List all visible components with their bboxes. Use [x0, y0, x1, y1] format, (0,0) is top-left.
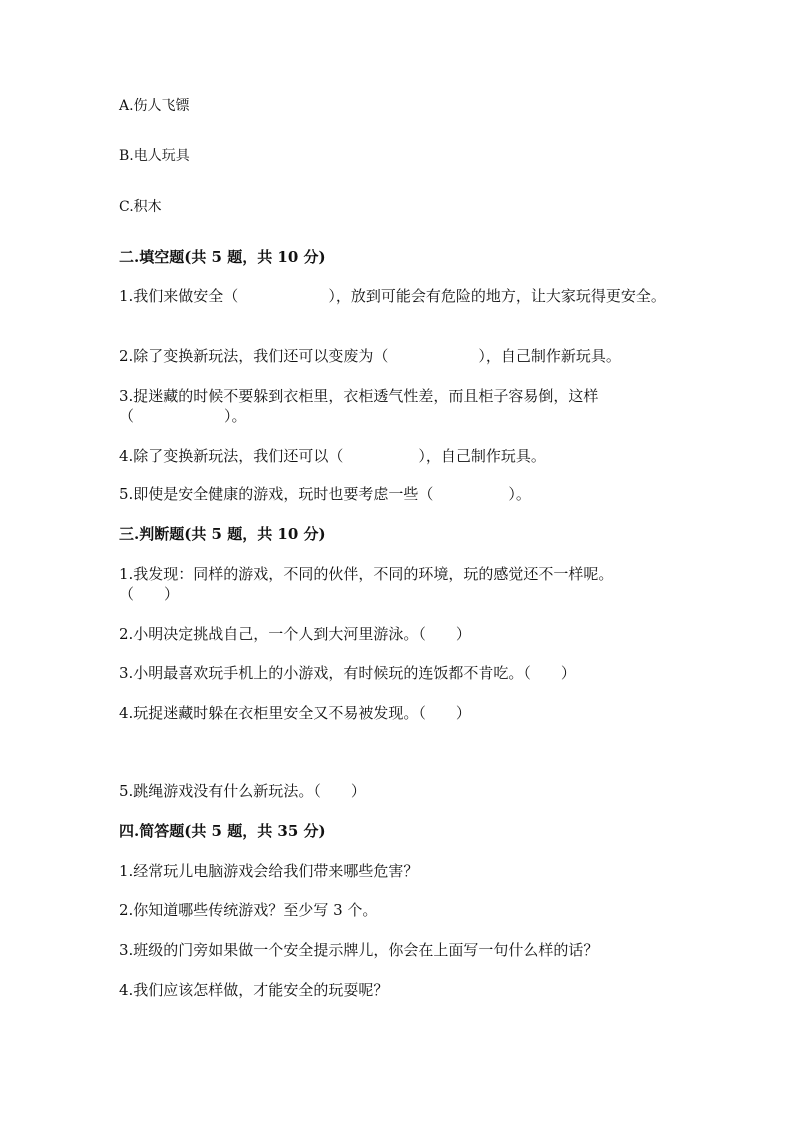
judge-question-1: 1.我发现：同样的游戏，不同的伙伴，不同的环境，玩的感觉还不一样呢。 [119, 565, 614, 583]
judge-question-2: 2.小明决定挑战自己，一个人到大河里游泳。（ ） [119, 625, 471, 643]
option-c: C.积木 [119, 199, 162, 215]
judge-question-4: 4.玩捉迷藏时躲在衣柜里安全又不易被发现。（ ） [119, 704, 471, 722]
judge-question-5: 5.跳绳游戏没有什么新玩法。（ ） [119, 782, 366, 800]
judge-question-3: 3.小明最喜欢玩手机上的小游戏，有时候玩的连饭都不肯吃。（ ） [119, 664, 576, 682]
option-a: A.伤人飞镖 [119, 98, 190, 114]
section-4-title: 四.简答题(共 5 题，共 35 分) [119, 822, 326, 840]
fill-question-5: 5.即使是安全健康的游戏，玩时也要考虑一些（ ）。 [119, 485, 531, 503]
judge-question-1-blank: （ ） [119, 585, 180, 603]
section-3-title: 三.判断题(共 5 题，共 10 分) [119, 525, 326, 543]
short-question-2: 2.你知道哪些传统游戏？至少写 3 个。 [119, 901, 378, 919]
fill-question-4: 4.除了变换新玩法，我们还可以（ ），自己制作玩具。 [119, 447, 546, 465]
fill-question-3: 3.捉迷藏的时候不要躲到衣柜里，衣柜透气性差，而且柜子容易倒，这样 [119, 387, 599, 405]
fill-question-2: 2.除了变换新玩法，我们还可以变废为（ ），自己制作新玩具。 [119, 347, 621, 365]
short-question-1: 1.经常玩儿电脑游戏会给我们带来哪些危害？ [119, 862, 419, 880]
option-b: B.电人玩具 [119, 148, 190, 164]
section-2-title: 二.填空题(共 5 题，共 10 分) [119, 248, 326, 266]
short-question-3: 3.班级的门旁如果做一个安全提示牌儿，你会在上面写一句什么样的话？ [119, 941, 599, 959]
fill-question-3-blank: （ ）。 [119, 407, 247, 425]
short-question-4: 4.我们应该怎样做，才能安全的玩耍呢？ [119, 981, 389, 999]
fill-question-1: 1.我们来做安全（ ），放到可能会有危险的地方，让大家玩得更安全。 [119, 287, 666, 305]
